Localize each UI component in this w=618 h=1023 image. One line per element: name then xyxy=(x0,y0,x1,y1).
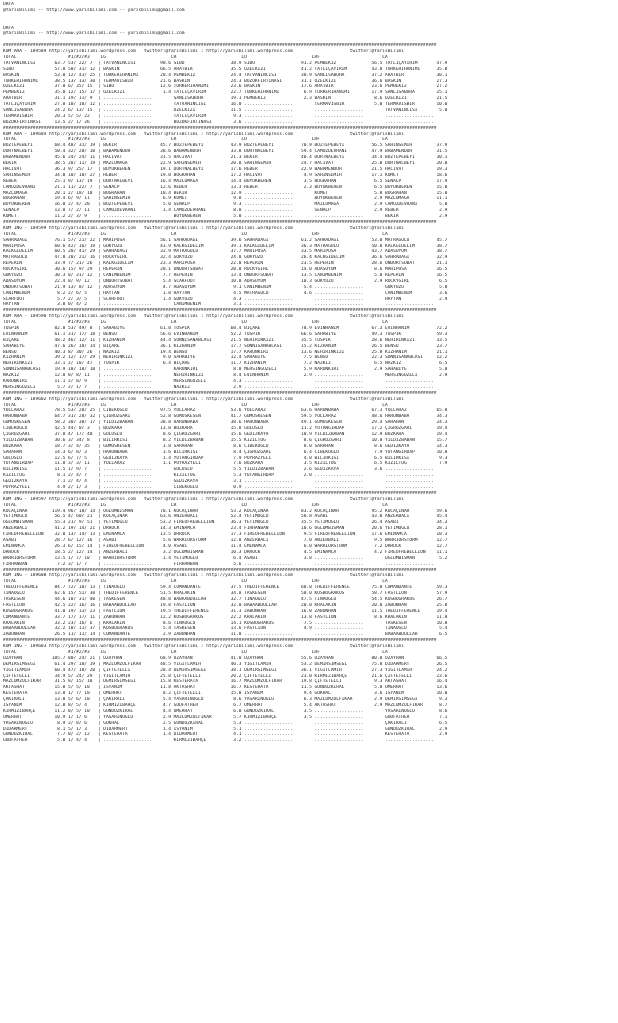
table-row: MARIPOSA 60.6 42/ 16/ 19 | GÖKYÜZÜ 43.9 KALKGIDELIM 39.1 KALKGIDELIM 36.3 MATRAGÜLÜ 50.8 KALKGIDELIM 38.7 xyxy=(3,243,451,249)
column-header: TOTAL #1/#2/#3 LG LR LO LRF LA xyxy=(3,402,388,408)
table-row: TINAOGLU 62.6 15/ 51/ 30 | THEDIFFERENCE 51.5 KRALAKIN 34.8 TASKESEN 50.0 KOSBUGRAKOS 58.7 FASTLION 57.9 xyxy=(3,591,451,597)
table-row: KALKGIDELIM 60.5 20/ 41/ 29 | SAHRADAGI 32.9 MATRAGÜLÜ 37.7 MARIPOSA 33.5 MARIPOSA 43.7 ADASUYUM 38.7 xyxy=(3,249,451,255)
table-row: BENSU 40.3 8/ 30/ 26 | NAZKIZ 19.4 BENSU 17.7 KARUNKIRI 13.6 NEHIRINKIZI 25.8 KIZHANIM 21.1 xyxy=(3,349,451,355)
table-row: GODFATHER 5.8 1/ 4/ 4 | .................. KIRMIZIBAHÇE 3.2 .................. .................. .................. xyxy=(3,738,451,744)
table-row: BÜYÜKBEREN 16.0 2/ 4/ 20 | BOZTEPEBEYI 5.0 SENALP 9.3 .................. MAZLUMAGA 2.9 CAMUZDEVRANI 5.0 xyxy=(3,202,451,208)
table-row: EMINAMCA 26.3 6/ 15/ 14 | FIREOFREBELLION 4.0 ASABI 11.4 EMINAMCA 6.0 WARRIORSTORM 7.2 DRROCK 12.7 xyxy=(3,543,451,549)
table-row: OGLUMBISMAN 55.3 21/ 9/ 51 | YETIMOGLU 53.2 FIREOFREBELLION 36.3 YETIMOGLU 35.5 YETIMOGLU 26.4 ASABI 34.3 xyxy=(3,520,451,526)
race-title: KUM ING - 189603 http://yarisbilimi.wordpress.com twitter:@YarisBilimi : http://yarisbilimi.wordpress.com twitter:@YarisBilimi xyxy=(3,644,404,650)
table-row: TÜRKERIHANIMI 38.5 13/ 13/ 30 | TERMAVISBIR 21.6 BASKIN 24.3 BOZOKFIRTINASI 31.1 ÖZELKIZI 36.6 BASKIN 27.3 xyxy=(3,78,451,84)
table-row: FIRHANBAN 7.2 3/ 1/ 7 | .................. FIRHANBAN 5.6 .................. .................. .................. xyxy=(3,561,451,567)
race-title: KUM ING - 189597 http://yarisbilimi.wordpress.com twitter:@YarisBilimi : http://yarisbilimi.wordpress.com twitter:@YarisBilimi xyxy=(3,496,404,502)
table-row: BABAABDULLAH 32.2 10/ 11/ 37 | KOSBUGRAKOS 5.4 TASKESEN 13.6 FASTLION 4.9 .................. TINAOGLU 5.4 xyxy=(3,626,451,632)
column-header: TOTAL #1/#2/#3 LG LR LO LRF LA xyxy=(3,231,388,237)
table-row: SENALP 13.0 7/ 2/ 11 | CAMUZDEVRANI 1.4 CAMUZDEVRANI 8.8 .................. SENALP 2.9 REBER 2.9 xyxy=(3,208,451,214)
table-row: BOZOKFIRTINASI 13.5 2/ 1/ 26 | .................. BOZOKFIRTINASI 3.6 .................. .................. .................. xyxy=(3,119,451,125)
table-row: YASARINOGLU 8.9 2/ 8/ 6 | GÖKHAL 2.5 GÜNDÜZKIRAL 5.3 .................. .................. ÇAKIRALI 6.5 xyxy=(3,720,451,726)
table-row: NAZKIZ 12.0 0/ 8/ 11 | .................. NEHIRINKIZI 8.4 EVINHANIM 2.9 .................. MERSINGÜZELI 2.9 xyxy=(3,373,451,379)
table-row: SIBO 57.8 50/ 31/ 12 | BASKIN 66.5 ARATBIR 35.5 ÖZELKIZI 41.2 TATLIÇAYIRIM 43.8 TÜRKERIHANIMI 35.0 xyxy=(3,66,451,72)
table-row: ROCKYGIRL 30.6 15/ 9/ 29 | REPERIN 20.1 ONDÖRTSUBAT 20.8 ROCKYGIRL 14.0 ADASUYUM 8.6 MARIPOSA 16.5 xyxy=(3,267,451,273)
table-row: PEMBEKIZ 35.0 12/ 15/ 17 | ÖZELKIZI 1.4 TATLIÇAYIRIM 22.7 TÜRKERIHANIMI 6.9 TÜRKERIHANIMI 17.9 SANLISABUHA 25.1 xyxy=(3,90,451,96)
column-header: TOTAL #1/#2/#3 LG LR LO LRF LA xyxy=(3,502,388,508)
race-tables xyxy=(3,43,615,744)
table-row: TERMAVISBIR 20.3 5/ 5/ 22 | .................. TATLIÇAYIRIM 9.3 .................. .................. .................. xyxy=(3,113,451,119)
table-row: CIBEKOGLU 42.5 44/ 0/ 3 | BOZKARA 13.0 BOZKARA 15.8 GÜLÜSLÜ 11.2 YUTANGIRDAP 17.2 ÇIGRÜZGARI 19.4 xyxy=(3,426,451,432)
table-row: AKTASHAT 15.0 5/ 5/ 10 | ISYANIM 11.8 AKTASHAT 16.7 KESTERATA 11.5 GÜNDÜZKIRAL 5.8 ÖMERHAT 13.6 xyxy=(3,685,451,691)
table-row: TATVANINCISI 63.7 53/ 22/ 7 | TATVANINCISI 98.6 SIBO 38.9 SIBO 91.2 PEMBEKIZ 56.5 TATLIÇAYIRIM 47.9 xyxy=(3,60,451,66)
table-row: ONDÖRTSUBAT 21.9 13/ 8/ 12 | ADASUYUM 4.7 ADASUYUM 9.1 CANIMBENIM 5.4 .................. GÖKYÜZÜ 5.8 xyxy=(3,284,451,290)
table-row: BEKIR 38.5 28/ 11/ 19 | MAZLUMAGA 22.9 SAHINSEMIH 20.8 SAHINSEMIH 24.7 HACIVAT 25.0 DÖRTNALBEYI 20.0 xyxy=(3,161,451,167)
race-title: KUM ING - 189599 http://yarisbilimi.wordpress.com twitter:@YarisBilimi : http://yarisbilimi.wordpress.com twitter:@YarisBilimi xyxy=(3,225,404,231)
table-row: ÇIGRÜZGARI 37.0 4/ 17/ 40 | GÜLÜSLÜ 8.6 ÇIGRÜZGARI 15.6 GEDIZKAYA 10.9 YILDIZBABAN 12.9 BOZKARA 19.4 xyxy=(3,432,451,438)
header-title-repeat: URFA xyxy=(3,25,14,31)
column-header: TOTAL #1/#2/#3 LG LR LO LRF LA xyxy=(3,137,388,143)
table-row: BIÇARE 48.2 46/ 12/ 11 | KIZHANIM 44.4 SONNISANABLASI 21.5 NEHIRINKIZI 35.5 TOSPIK 28.6 NEHIRINKIZI 33.5 xyxy=(3,337,451,343)
table-row: SANLISABUHA 24.2 6/ 13/ 15 | .................. ÖZELKIZI 11.5 .................. .................. TATVANINCISI 5.0 xyxy=(3,108,451,114)
table-row: DIDARMERT 8.1 5/ 1/ 3 | DIDARMERT 1.4 ISYANIM 5.1 .................. .................. GÜNDÜZKIRAL 2.9 xyxy=(3,726,451,732)
table-row: POYRAZYELI 4.9 2/ 1/ 3 | .................. CIBEKOGLU 0.9 .................. .................. .................. xyxy=(3,485,451,491)
separator-line: ################################################################################################################################################################ xyxy=(3,567,437,573)
separator-line: ################################################################################################################################################################ xyxy=(3,308,437,314)
table-row: KIRMIZIBAHÇE 11.2 0/ 5/ 10 | GÜNDÜZKIRAL 4.4 ÖMERHAT 6.0 GÜNDÜZKIRAL 3.5 .................. YASARINOGLU 8.6 xyxy=(3,708,451,714)
table-row: BUGRAHAN 19.4 6/ 9/ 11 | SAHINSEMIH 6.9 KOMET 9.8 .................. BÜYÜKBEREN 2.9 MAZLUMAGA 11.1 xyxy=(3,196,451,202)
table-row: BABAMENDUH 45.6 24/ 24/ 11 | HACIVAT 31.5 HACIVAT 21.3 BEKIR 40.4 DÖRTNALBEYI 34.4 BOZTEPEBEYI 30.1 xyxy=(3,155,451,161)
table-row: ANZERBALI 41.2 19/ 14/ 21 | DRROCK 14.3 EMINAMCA 23.4 FIRHANBAN 10.6 OGLUMBISMAN 20.6 YETIMOGLU 28.1 xyxy=(3,526,451,532)
table-row: YIGITLAMIH 60.4 47/ 18/ 20 | ÇIFTETELLI 28.4 DEMIRSIMSEGI 38.1 DEMIRSIMSEGI 36.1 YIGITLAMIH 27.3 YIGITLAMIH 24.2 xyxy=(3,667,451,673)
table-row: TOSPIK 82.8 53/ 49/ 8 | SAHABIYE 61.8 TOSPIK 68.4 BIÇARE 78.9 EVINHANIM 67.3 EVINHANIM 72.2 xyxy=(3,325,451,331)
race-title: KUM ING - 189600 http://yarisbilimi.wordpress.com twitter:@YarisBilimi : http://yarisbilimi.wordpress.com twitter:@YarisBilimi xyxy=(3,573,404,579)
table-row: BASKIN 53.0 12/ 43/ 25 | TÜRKERIHANIMI 28.4 PEMBEKIZ 24.4 TATVANINCISI 38.9 SANLISABUHA 37.2 ARATBIR 30.1 xyxy=(3,72,451,78)
header-contact: @YarisBilimi -- http://www.yarisbilimi.com -- yarisbilimi@gmail.com xyxy=(3,7,185,13)
table-row: KARUNKIRI 11.1 2/ 8/ 9 | .................. MERSINGÜZELI 4.3 .................. .................. .................. xyxy=(3,379,451,384)
table-row: YILDIZBABAN 30.6 3/ 34/ 8 | BILIRKISI 8.2 YILDIZBABAN 15.5 KIZILTUG 8.6 ÇIGRÜZGARI 10.8 YILDIZBABAN 15.7 xyxy=(3,437,451,443)
table-row: KIZHANIM 39.2 12/ 17/ 29 | NEHIRINKIZI 9.0 SAHABIYE 12.4 SAHABIYE 7.5 BENSU 22.3 SONNISANABLASI 12.2 xyxy=(3,355,451,361)
table-row: YUTANGIRDAP 11.8 3/ 3/ 11 | YOLLARAZ 1.1 POYRAZYELI 7.6 BOZKARA 3.5 KIZILTUG 6.5 KIZILTUG 7.9 xyxy=(3,461,451,467)
table-row: SAHABIYE 47.6 26/ 18/ 14 | BIÇARE 36.1 KIZHANIM 17.7 SONNISANABLASI 15.2 KIZHANIM 26.5 BENSU 23.7 xyxy=(3,343,451,349)
table-row: MERSINGÜZELI 5.7 2/ 1/ 7 | .................. NAZKIZ 2.9 .................. .................. .................. xyxy=(3,384,451,390)
table-row: MAZLUMZÜLFIKAR 31.5 8/ 15/ 18 | DEMIRSIMSEGI 15.8 KESTERATA 16.7 MAZLUMZÜLFIKAR 19.8 ÇIFTETELLI 9.3 AKTASHAT 16.4 xyxy=(3,679,451,685)
table-row: GÖKYÜZÜ 30.3 8/ 31/ 12 | CANIMBENIM 7.7 REPERIN 13.4 ONDÖRTSUBAT 13.5 CANIMBENIM 5.0 REPERIN 16.5 xyxy=(3,272,451,278)
table-row: KESTERATA 13.8 1/ 7/ 10 | ÖMERHAT 8.2 ÇIFTETELLI 15.8 ISYANIM 9.4 GÖKHAL 3.6 ISYANIM 10.0 xyxy=(3,691,451,697)
separator-line: ################################################################################################################################################################ xyxy=(3,43,437,49)
table-row: THEDIFFERENCE 84.7 72/ 18/ 13 | TINAOGLU 59.4 COMANDANTE 37.5 THEDIFFERENCE 68.0 THEDIFFERENCE 75.8 COMANDANTE 59.3 xyxy=(3,585,451,591)
table-row: ADASUYUM 22.4 8/ 9/ 12 | ONDÖRTSUBAT 5.4 SCARFOOT 10.8 ADASUYUM 10.3 GÖKYÜZÜ 2.9 ROCKYGIRL 6.5 xyxy=(3,278,451,284)
table-row: YETIMOGLU 56.5 4/ 60/ 21 | KOCAÇINAR 63.6 ANZERBALI 52.4 YETIMOGLU 58.8 ASABI 43.0 ANZERBALI 45.4 xyxy=(3,514,451,520)
table-row: KRALAKIN 33.2 23/ 16/ 6 | KRALAKIN 8.6 TINAOGLU 14.1 KOSBUGRAKOS 7.5 .................. TASKESEN 10.8 xyxy=(3,620,451,626)
table-row: ÇIFTETELLI 34.9 5/ 24/ 29 | YIGITLAMIH 25.8 ÇIFTETELLI 20.2 ÇIFTETELLI 23.0 KIRMIZIBAHÇE 21.6 ÇIFTETELLI 23.6 xyxy=(3,673,451,679)
table-row: KIZILTUG 8.1 2/ 4/ 7 | .................. KIZILTUG 5.3 YUTANGIRDAP 2.0 .................. .................. xyxy=(3,473,451,479)
header-contact-repeat: @YarisBilimi -- http://www.yarisbilimi.com -- yarisbilimi@gmail.com xyxy=(3,31,185,37)
table-row: ÖMERHAT 10.9 1/ 1/ 6 | YASARINOGLU 2.9 MAZLUMZÜLFIKAR 5.7 KIRMIZIBAHÇE 3.5 .................. GODFATHER 7.1 xyxy=(3,714,451,720)
table-row: SAHRADAGI 76.1 57/ 21/ 22 | MARIPOSA 56.1 SAHRADAGI 39.6 SAHRADAGI 61.2 SAHRADAGI 53.0 MATRAGÜLÜ 45.7 xyxy=(3,237,451,243)
table-row: GÜNDÜZKIRAL 7.7 0/ 2/ 12 | KESTERATA 1.4 DIDARMERT 4.1 .................. .................. KESTERATA 2.9 xyxy=(3,732,451,738)
table-row: UZAYHAN 105.7 80/ 24/ 21 | UZAYHAN 68.9 UZAYHAN 41.0 UZAYHAN 55.6 UZAYHAN 80.0 UZAYHAN 66.5 xyxy=(3,655,451,661)
table-row: REBER 25.1 9/ 13/ 19 | DÖRTNALBEYI 16.4 MAZLUMAGA 14.4 BÜYÜKBEREN 3.5 BUGRAHAN 6.5 SENALP 17.9 xyxy=(3,178,451,184)
table-row: BOZKARA 18.7 3/ 4/ 35 | GÜMÜSKESEN 3.8 SARAHAN 8.6 CIBEKOGLU 8.0 SARAHAN 8.6 GEDIZKAYA 14.3 xyxy=(3,443,451,449)
separator-line: ################################################################################################################################################################ xyxy=(3,490,437,496)
table-row: FIREOFREBELLION 32.0 13/ 14/ 13 | EMINAMCA 13.5 DRROCK 17.3 FIREOFREBELLION 9.5 FIREOFREBELLION 17.6 EMINAMCA 18.3 xyxy=(3,532,451,538)
table-row: CANIMBENIM 8.2 2/ 6/ 5 | HAYTAN 1.8 HAYTAN 4.5 MATRAGÜLÜ 4.6 .................. CANIMBENIM 3.6 xyxy=(3,290,451,296)
race-title: KUM ARA - 189590 http://yarisbilimi.wordpress.com twitter:@YarisBilimi : http://yarisbilimi.wordpress.com twitter:@YarisBilimi xyxy=(3,314,404,320)
race-title: KUM ARA - 189589 http://yarisbilimi.wordpress.com twitter:@YarisBilimi : http://yarisbilimi.wordpress.com twitter:@YarisBilimi xyxy=(3,49,404,55)
table-row: TATLIÇAYIRIM 27.0 10/ 10/ 12 | .................. TATVANINCISI 16.0 .................. TERMAVISBIR 5.0 TERMAVISBIR 10.0 xyxy=(3,102,451,108)
table-row: WARRIORSTORM 13.5 1/ 7/ 10 | WARRIORSTORM 1.4 YETIMOGLU 6.4 ASABI 3.8 .................. OGLUMBISMAN 5.2 xyxy=(3,555,451,561)
table-row: CAMUZDEVRANI 21.1 11/ 22/ 7 | SENALP 12.6 REBER 13.3 REBER 2.3 BÜYÜKBEREN 6.5 BÜYÜKBEREN 15.0 xyxy=(3,184,451,190)
table-row: SAHINSEMIH 34.0 10/ 18/ 27 | REBER 19.0 BUGRAHAN 17.2 HACIVAT 4.9 SAHINSEMIH 17.1 KOMET 18.6 xyxy=(3,172,451,178)
race-title: KUM ING - 189602 http://yarisbilimi.wordpress.com twitter:@YarisBilimi : http://yarisbilimi.wordpress.com twitter:@YarisBilimi xyxy=(3,396,404,402)
table-row: COMANDANTE 33.7 17/ 17/ 11 | ZABUNHAN 12.2 KOSBUGRAKOS 22.2 KRALAKIN 13.8 FASTLION 8.6 KRALAKIN 11.8 xyxy=(3,614,451,620)
table-row: GEDIZKAYA 7.1 2/ 4/ 4 | .................. GEDIZKAYA 3.1 .................. .................. .................. xyxy=(3,479,451,485)
table-row: YOLLARAZ 78.5 53/ 28/ 25 | CIBEKOGLU 97.5 YOLLARAZ 53.6 YOLLARAZ 63.6 HARUNBABA 67.3 YOLLARAZ 65.8 xyxy=(3,408,451,414)
table-row: EVINHANIM 61.1 31/ 17/ 18 | BENSU 56.6 EVINHANIM 52.2 TOSPIK 66.6 SAHABIYE 49.3 TOSPIK 59.3 xyxy=(3,331,451,337)
table-row: DEMIRSIMSEGI 61.4 29/ 18/ 19 | MAZLUMZÜLFIKAR 48.5 YIGITLAMIH 40.3 YIGITLAMIH 53.2 DEMIRSIMSEGI 75.8 DIDARMERT 26.5 xyxy=(3,661,451,667)
separator-line: ################################################################################################################################################################ xyxy=(3,390,437,396)
table-row: ÖZELKIZI 37.0 6/ 35/ 15 | SIBO 12.6 TÜRKERIHANIMI 23.6 BASKIN 17.6 ARATBIR 23.6 PEMBEKIZ 27.2 xyxy=(3,84,451,90)
table-row: KOMET 11.2 2/ 3/ 9 | .................. BÜYÜKBEREN 5.0 .................. .................. BEKIR 2.9 xyxy=(3,214,451,220)
table-row: DRROCK 18.5 2/ 12/ 14 | ANZERBALI 3.2 OGLUMBISMAN 10.3 DRROCK 4.5 EMINAMCA 4.2 FIREOFREBELLION 11.1 xyxy=(3,549,451,555)
table-row: BOZTEPEBEYI 68.4 48/ 31/ 19 | BEKIR 45.7 BOZTEPEBEYI 43.9 BOZTEPEBEYI 70.9 BOZTEPEBEYI 56.5 SAHINSEMIH 37.9 xyxy=(3,143,451,149)
table-row: KOCAÇINAR 119.4 96/ 18/ 14 | OGLUMBISMAN 70.1 KOCAÇINAR 53.2 KOCAÇINAR 83.2 KOCAÇINAR 95.2 KOCAÇINAR 59.6 xyxy=(3,508,451,514)
table-row: SCARFOOT 5.7 2/ 3/ 5 | SCARFOOT 1.4 GÖKYÜZÜ 4.3 .................. .................. HAYTAN 2.9 xyxy=(3,296,451,302)
table-row: FASTLION 42.5 22/ 16/ 16 | BABAABDULLAH 19.8 FASTLION 32.0 BABAABDULLAH 20.0 KRALAKIN 20.0 ZABUNHAN 25.8 xyxy=(3,602,451,608)
table-row: ASABI 28.7 6/ 12/ 16 | ASABI 5.6 WARRIORSTORM 12.8 ANZERBALI 7.0 ANZERBALI 9.5 WARRIORSTORM 12.7 xyxy=(3,538,451,544)
table-row: TASKESEN 44.6 10/ 31/ 40 | TASKESEN 48.8 BABAABDULLAH 32.7 TINAOGLU 47.5 TINAOGLU 54.5 KOSBUGRAKOS 26.7 xyxy=(3,596,451,602)
table-row: KOSBUGRAKOS 41.0 19/ 13/ 23 | FASTLION 19.5 THEDIFFERENCE 31.3 ZABUNHAN 16.0 ZABUNHAN 11.5 THEDIFFERENCE 19.4 xyxy=(3,608,451,614)
table-row: ISYANIM 12.0 8/ 5/ 4 | KIRMIZIBAHÇE 4.7 GODFATHER 6.7 ÖMERHAT 5.4 AKTASHAT 2.9 MAZLUMZÜLFIKAR 8.7 xyxy=(3,702,451,708)
column-header: TOTAL #1/#2/#3 LG LR LO LRF LA xyxy=(3,55,388,61)
table-row: REPERIN 33.9 7/ 21/ 26 | KALKGIDELIM 23.3 MARIPOSA 22.0 REPERIN 23.5 REPERIN 28.6 ONDÖRTSUBAT 21.1 xyxy=(3,261,451,267)
column-header: TOTAL #1/#2/#3 LG LR LO LRF LA xyxy=(3,320,388,326)
table-row: HAYTAN 3.8 0/ 4/ 2 | .................. CANIMBENIM 3.1 .................. .................. .................. xyxy=(3,302,451,308)
table-row: GÜMÜSKESEN 58.2 30/ 38/ 17 | YILDIZBABAN 38.8 HARUNBABA 38.6 HARUNBABA 49.1 GÜMÜSKESEN 29.4 SARAHAN 24.3 xyxy=(3,420,451,426)
table-row: MATRAGÜLÜ 47.0 20/ 21/ 16 | ROCKYGIRL 32.4 GÖKYÜZÜ 24.8 GÖKYÜZÜ 26.4 KALKGIDELIM 36.6 SAHRADAGI 32.9 xyxy=(3,255,451,261)
table-row: MAZLUMAGA 20.1 2/ 18/ 10 | BUGRAHAN 10.4 BEKIR 12.9 .................. KOMET 5.8 BUGRAHAN 15.0 xyxy=(3,190,451,196)
column-header: TOTAL #1/#2/#3 LG LR LO LRF LA xyxy=(3,579,388,585)
table-row: HACIVAT 36.3 9/ 25/ 17 | BÜYÜKBEREN 19.1 DÖRTNALBEYI 17.6 REBER 22.9 BABAMENDUH 21.5 HACIVAT 19.3 xyxy=(3,166,451,172)
table-row: ZABUNHAN 26.5 11/ 11/ 14 | COMANDANTE 2.9 ZABUNHAN 11.0 .................. .................. BABAABDULLAH 6.5 xyxy=(3,632,451,638)
table-row: SARAHAN 14.3 6/ 8/ 3 | HARUNBABA 3.6 BILIRKISI 8.4 ÇIGRÜZGARI 6.4 CIBEKOGLU 7.9 YUTANGIRDAP 10.8 xyxy=(3,449,451,455)
header-title: URFA xyxy=(3,2,14,7)
table-row: ARATBIR 31.1 19/ 11/ 9 | .................. SANLISABUHA 19.1 PEMBEKIZ 2.3 BASKIN 8.6 ÖZELKIZI 21.5 xyxy=(3,96,451,102)
table-row: DORTNALBEYI 50.4 32/ 28/ 10 | BABAMENDUH 38.6 BABAMENDUH 33.8 DÖRTNALBEYI 59.4 CAMUZDEVRANI 47.9 BABAMENDUH 31.5 xyxy=(3,149,451,155)
race-title: KUM ARA - 189604 http://yarisbilimi.wordpress.com twitter:@YarisBilimi : http://yarisbilimi.wordpress.com twitter:@YarisBilimi xyxy=(3,131,404,137)
table-row: NEHIRINKIZI 33.1 2/ 10/ 47 | TOSPIK 6.4 BIÇARE 11.7 KIZHANIM 7.2 NAZKIZ 6.5 NAZKIZ 6.5 xyxy=(3,361,451,367)
table-row: HARUNBABA 64.7 31/ 28/ 32 | ÇIGRÜZGARI 52.8 GÜMÜSKESEN 41.7 GÜMÜSKESEN 59.5 YOLLARAZ 48.6 HARUNBABA 34.3 xyxy=(3,414,451,420)
table-row: BILIRKISI 11.5 1/ 9/ 7 | .................. GÜLÜSLÜ 5.5 YILDIZBABAN 2.6 GEDIZKAYA 3.6 .................. xyxy=(3,467,451,473)
separator-line: ################################################################################################################################################################ xyxy=(3,638,437,644)
table-row: GÜLÜSLÜ 12.5 6/ 7/ 5 | GEDIZKAYA 1.4 YUTANGIRDAP 7.9 POYRAZYELI 4.0 BILIRKISI 6.5 BILIRKISI 9.3 xyxy=(3,455,451,461)
separator-line: ################################################################################################################################################################ xyxy=(3,219,437,225)
table-row: SONNISANABLASI 19.9 10/ 10/ 10 | .................. KARUNKIRI 8.8 MERSINGÜZELI 5.9 KARUNKIRI 2.9 SAHABIYE 5.8 xyxy=(3,367,451,373)
column-header: TOTAL #1/#2/#3 LG LR LO LRF LA xyxy=(3,649,388,655)
table-row: ÇAKIRALI 13.0 5/ 6/ 10 | ÇAKIRALI 5.4 YASARINOGLU 8.6 YASARINOGLU 6.3 MAZLUMZÜLFIKAR 2.9 DEMIRSIMSEGI 9.3 xyxy=(3,697,451,703)
separator-line: ################################################################################################################################################################ xyxy=(3,125,437,131)
